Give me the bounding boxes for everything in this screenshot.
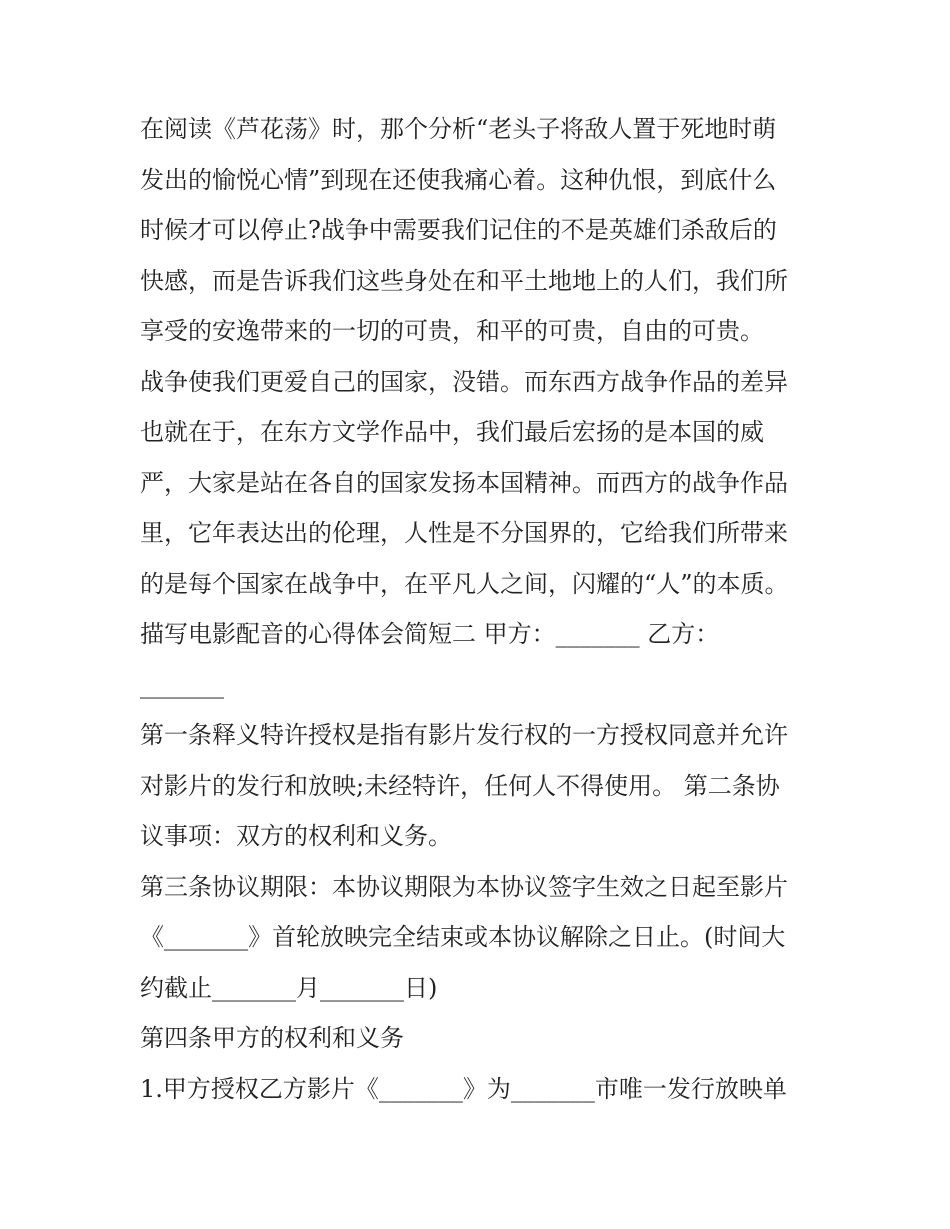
text-line: 描写电影配音的心得体会简短二 甲方：_______ 乙方： [140, 620, 720, 648]
text-line: 战争使我们更爱自己的国家，没错。而东西方战争作品的差异 [140, 367, 788, 396]
text-line: 《_______》首轮放映完全结束或本协议解除之日止。(时间大 [140, 923, 786, 951]
text-line: 也就在于，在东方文学作品中，我们最后宏扬的是本国的威 [140, 418, 764, 446]
text-line: 约截止_______月_______日) [140, 973, 438, 1002]
text-line: 严，大家是站在各自的国家发扬本国精神。而西方的战争作品 [140, 468, 788, 497]
document-body [140, 104, 820, 1114]
text-line: 1.甲方授权乙方影片《_______》为_______市唯一发行放映单 [140, 1074, 787, 1103]
text-line: 第四条甲方的权利和义务 [140, 1024, 404, 1052]
text-line: 在阅读《芦花荡》时，那个分析“老头子将敌人置于死地时萌 [140, 115, 777, 143]
text-line: 快感，而是告诉我们这些身处在和平土地地上的人们，我们所 [140, 266, 788, 295]
text-line: 第三条协议期限：本协议期限为本协议签字生效之日起至影片 [140, 872, 788, 901]
text-line: 对影片的发行和放映;未经特许，任何人不得使用。 第二条协 [140, 771, 780, 800]
text-line: 里，它年表达出的伦理，人性是不分国界的，它给我们所带来 [140, 519, 788, 547]
text-line: 发出的愉悦心情”到现在还使我痛心着。这种仇恨，到底什么 [140, 165, 777, 194]
text-line: 议事项：双方的权利和义务。 [140, 822, 452, 850]
text-line: 享受的安逸带来的一切的可贵，和平的可贵，自由的可贵。 [140, 317, 764, 345]
text-line: 第一条释义特许授权是指有影片发行权的一方授权同意并允许 [140, 721, 788, 749]
text-line: 的是每个国家在战争中，在平凡人之间，闪耀的“人”的本质。 [140, 569, 789, 598]
text-line: 时候才可以停止?战争中需要我们记住的不是英雄们杀敌后的 [140, 216, 777, 244]
text-line: _______ [140, 670, 224, 699]
